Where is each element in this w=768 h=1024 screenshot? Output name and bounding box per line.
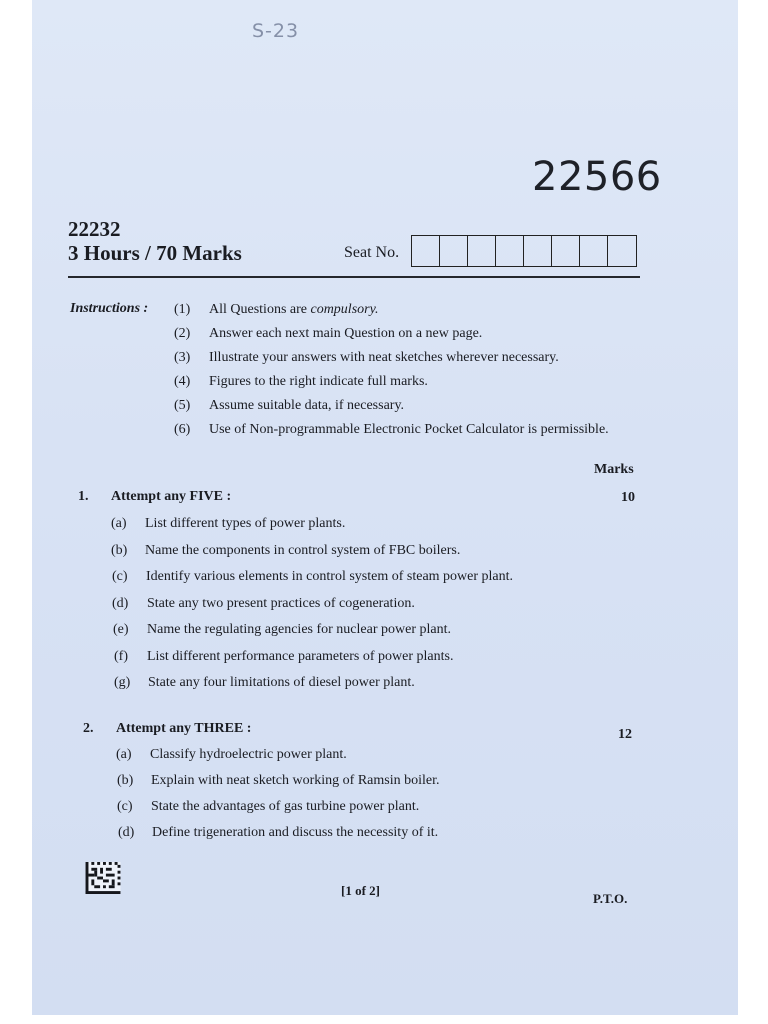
instruction-text: All Questions are compulsory. — [209, 302, 379, 317]
part-label: (d) — [112, 596, 129, 611]
part-label: (d) — [118, 825, 135, 840]
seat-no-boxes[interactable] — [411, 235, 637, 267]
part-label: (g) — [114, 675, 131, 690]
part-label: (e) — [113, 622, 129, 637]
instruction-number: (1) — [174, 302, 191, 317]
instruction-number: (5) — [174, 398, 191, 413]
seat-no-label: Seat No. — [344, 244, 400, 261]
part-label: (b) — [117, 773, 134, 788]
paper-code: 22566 — [532, 154, 662, 200]
seat-digit-box[interactable] — [608, 236, 636, 266]
part-text: Explain with neat sketch working of Ramsin boiler. — [151, 773, 440, 788]
instruction-text: Illustrate your answers with neat sketches wherever necessary. — [209, 350, 559, 365]
handwritten-note: S-23 — [252, 20, 300, 42]
seat-digit-box[interactable] — [580, 236, 608, 266]
instruction-number: (2) — [174, 326, 191, 341]
question-title: Attempt any FIVE : — [111, 489, 232, 504]
question-marks: 12 — [618, 727, 632, 742]
part-label: (c) — [117, 799, 133, 814]
part-text: List different performance parameters of power plants. — [147, 649, 454, 664]
instruction-number: (4) — [174, 374, 191, 389]
question-number: 2. — [83, 721, 94, 736]
instruction-text: Answer each next main Question on a new page. — [209, 326, 483, 341]
part-text: State any four limitations of diesel power plant. — [148, 675, 415, 690]
seat-digit-box[interactable] — [468, 236, 496, 266]
part-label: (a) — [116, 747, 132, 762]
seat-digit-box[interactable] — [524, 236, 552, 266]
instruction-number: (3) — [174, 350, 191, 365]
part-text: Define trigeneration and discuss the necessity of it. — [152, 825, 439, 840]
part-text: State any two present practices of cogeneration. — [147, 596, 415, 611]
instruction-text: Use of Non-programmable Electronic Pocket Calculator is permissible. — [209, 422, 609, 437]
please-turn-over: P.T.O. — [593, 891, 628, 906]
duration-marks: 3 Hours / 70 Marks — [68, 241, 242, 265]
question-marks: 10 — [621, 490, 635, 505]
datamatrix-code-icon — [85, 862, 121, 894]
instruction-number: (6) — [174, 422, 191, 437]
part-text: Identify various elements in control system of steam power plant. — [146, 569, 514, 584]
part-label: (a) — [111, 516, 127, 531]
question-number: 1. — [78, 489, 89, 504]
part-text: State the advantages of gas turbine power plant. — [151, 799, 420, 814]
subject-code: 22232 — [68, 217, 121, 241]
part-label: (f) — [114, 649, 128, 664]
part-text: Name the components in control system of FBC boilers. — [145, 543, 461, 558]
instruction-text: Figures to the right indicate full marks. — [209, 374, 428, 389]
seat-digit-box[interactable] — [412, 236, 440, 266]
part-text: Classify hydroelectric power plant. — [150, 747, 347, 762]
part-label: (c) — [112, 569, 128, 584]
exam-paper-sheet — [32, 0, 738, 1015]
seat-digit-box[interactable] — [496, 236, 524, 266]
seat-digit-box[interactable] — [552, 236, 580, 266]
instructions-label: Instructions : — [70, 301, 149, 316]
page-indicator: [1 of 2] — [341, 883, 380, 898]
part-text: Name the regulating agencies for nuclear power plant. — [147, 622, 451, 637]
part-label: (b) — [111, 543, 128, 558]
seat-digit-box[interactable] — [440, 236, 468, 266]
instruction-text: Assume suitable data, if necessary. — [209, 398, 405, 413]
header-divider — [68, 276, 640, 278]
part-text: List different types of power plants. — [145, 516, 346, 531]
question-title: Attempt any THREE : — [116, 721, 252, 736]
marks-header: Marks — [594, 462, 634, 477]
